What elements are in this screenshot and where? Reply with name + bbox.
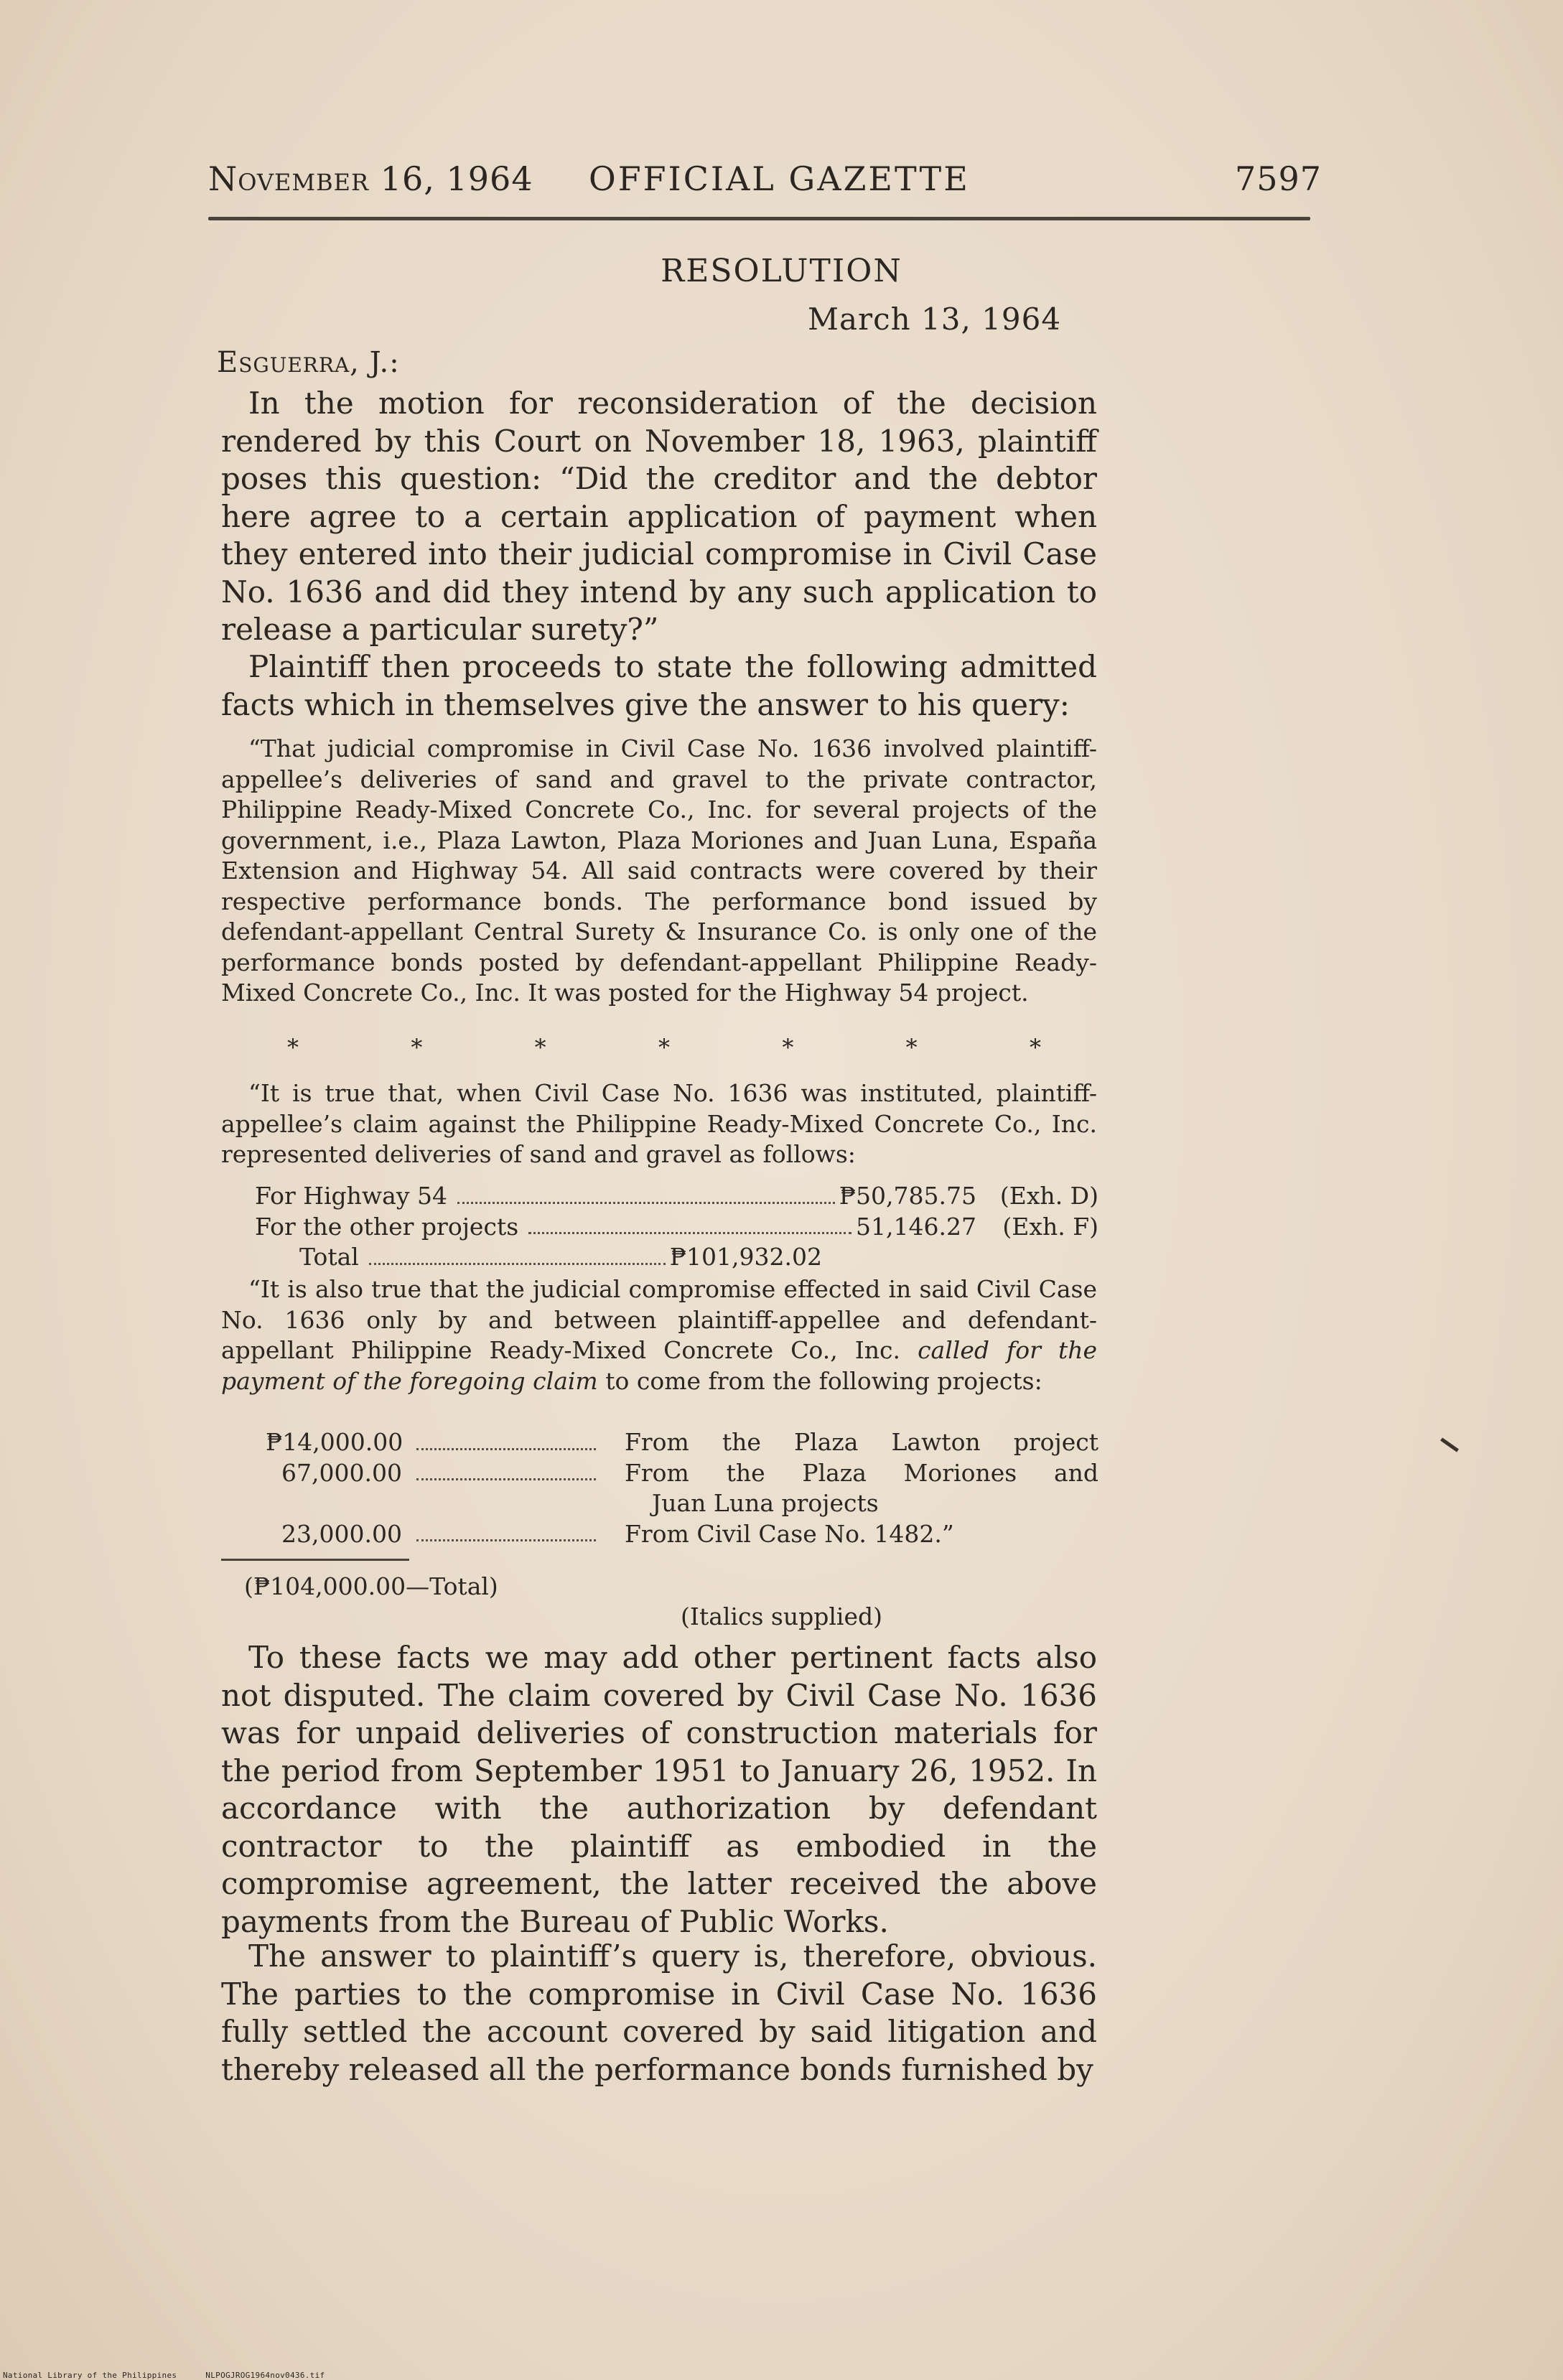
table-row (266, 1519, 1098, 1550)
footer-library: National Library of the Philippines (3, 2371, 177, 2380)
quote-1: “That judicial compromise in Civil Case No. 1636 involved plaintiff-appellee’s deliveries of sand and gravel to the private contractor, Philippine Ready-Mixed Concrete Co., Inc. for several projects of the government, i.e., Plaza Lawton, Plaza Moriones and Juan Luna, España Extension and Highway 54. All said contracts were covered by their respective performance bonds. The performance bond issued by defendant-appellant Central Surety & Insurance Co. is only one of the performance bonds posted by defendant-appellant Philippine Ready-Mixed Concrete Co., Inc. It was posted for the Highway 54 project. (221, 734, 1097, 1007)
table-row (255, 1242, 822, 1273)
payment-desc-cont: Juan Luna projects (652, 1489, 879, 1517)
paragraph-5: To these facts we may add other pertinent facts also not disputed. The claim covered by Civil Case No. 1636 was for unpaid deliveries of construction materials for the period from September 1951 to January 26, 1952. In accordance with the authorization by defendant contractor to the plaintiff as embodied in the compromise agreement, the latter received the above payments from the Bureau of Public Works. (221, 1640, 1097, 1939)
quote-3 (221, 1274, 1097, 1396)
claim-amount: ₱101,932.02 (669, 1243, 822, 1271)
table-row (255, 1212, 1098, 1243)
italics-note: (Italics supplied) (681, 1602, 882, 1630)
star: * (411, 1034, 423, 1061)
claim-exhibit: (Exh. D) (999, 1182, 1098, 1210)
scan-footer (3, 2371, 325, 2380)
claim-label: For Highway 54 (255, 1182, 447, 1210)
resolution-date: March 13, 1964 (808, 302, 1062, 337)
paragraph-2: Plaintiff then proceeds to state the following admitted facts which in themselves give the answer to his query: (221, 649, 1097, 722)
payments-total: (₱104,000.00—Total) (244, 1572, 498, 1600)
header-title: OFFICIAL GAZETTE (589, 159, 970, 198)
dot-leader (528, 1212, 852, 1235)
star: * (1029, 1034, 1041, 1061)
payment-desc: From Civil Case No. 1482.” (625, 1519, 954, 1548)
star: * (534, 1034, 546, 1061)
dot-leader (369, 1242, 666, 1265)
paragraph-6: The answer to plaintiff’s query is, therefore, obvious. The parties to the compromise in Civil Case No. 1636 fully settled the account covered by said litigation and thereby released all the performance bonds furnished by (221, 1938, 1097, 2087)
dot-leader (457, 1181, 835, 1204)
star: * (905, 1034, 918, 1061)
total-rule (221, 1559, 409, 1561)
quote-3-italic: called for the payment of the foregoing claim (221, 1336, 1097, 1395)
payment-amount: 67,000.00 (281, 1458, 402, 1487)
dot-leader (416, 1427, 596, 1450)
table-row (266, 1458, 1098, 1489)
payment-amount: ₱14,000.00 (266, 1428, 403, 1456)
claim-label: Total (299, 1243, 359, 1271)
claims-table (255, 1181, 1098, 1273)
resolution-heading: RESOLUTION (661, 253, 902, 289)
stray-mark (1440, 1437, 1459, 1452)
star: * (658, 1034, 670, 1061)
dot-leader (416, 1519, 596, 1542)
quote-2: “It is true that, when Civil Case No. 1636 was instituted, plaintiff-appellee’s claim against the Philippine Ready-Mixed Concrete Co., Inc. represented deliveries of sand and gravel as follows: (221, 1079, 1097, 1168)
paragraph-1: In the motion for reconsideration of the decision rendered by this Court on November 18, 1963, plaintiff poses this question: “Did the creditor and the debtor here agree to a certain application of payment when they entered into their judicial compromise in Civil Case No. 1636 and did they intend by any such application to release a particular surety?” (221, 386, 1097, 647)
payment-amount: 23,000.00 (281, 1519, 402, 1548)
table-row (255, 1181, 1098, 1212)
star: * (782, 1034, 794, 1061)
table-row (266, 1427, 1098, 1458)
footer-file: NLPOGJROG1964nov0436.tif (205, 2371, 325, 2380)
payment-desc: From the Plaza Lawton project (625, 1428, 1098, 1456)
quote-3-text: “It is also true that the judicial compromise effected in said Civil Case No. 1636 only by and between plaintiff-appellee and defendant-appellant Philippine Ready-Mixed Concrete Co., Inc. (221, 1275, 1097, 1364)
page-number: 7597 (1235, 159, 1322, 198)
header-rule (208, 217, 1310, 220)
header-date: November 16, 1964 (208, 159, 533, 198)
author: Esguerra, J.: (217, 346, 400, 379)
claim-label: For the other projects (255, 1212, 519, 1241)
quote-3-text-end: to come from the following projects: (597, 1366, 1042, 1395)
table-row (266, 1488, 1098, 1519)
star: * (287, 1034, 299, 1061)
ellipsis-stars (287, 1034, 1041, 1061)
claim-amount: ₱50,785.75 (839, 1182, 976, 1210)
payment-desc: From the Plaza Moriones and (625, 1458, 1098, 1487)
claim-exhibit: (Exh. F) (1002, 1212, 1098, 1241)
payments-table (266, 1427, 1098, 1549)
claim-amount: 51,146.27 (856, 1212, 976, 1241)
dot-leader (416, 1458, 596, 1481)
